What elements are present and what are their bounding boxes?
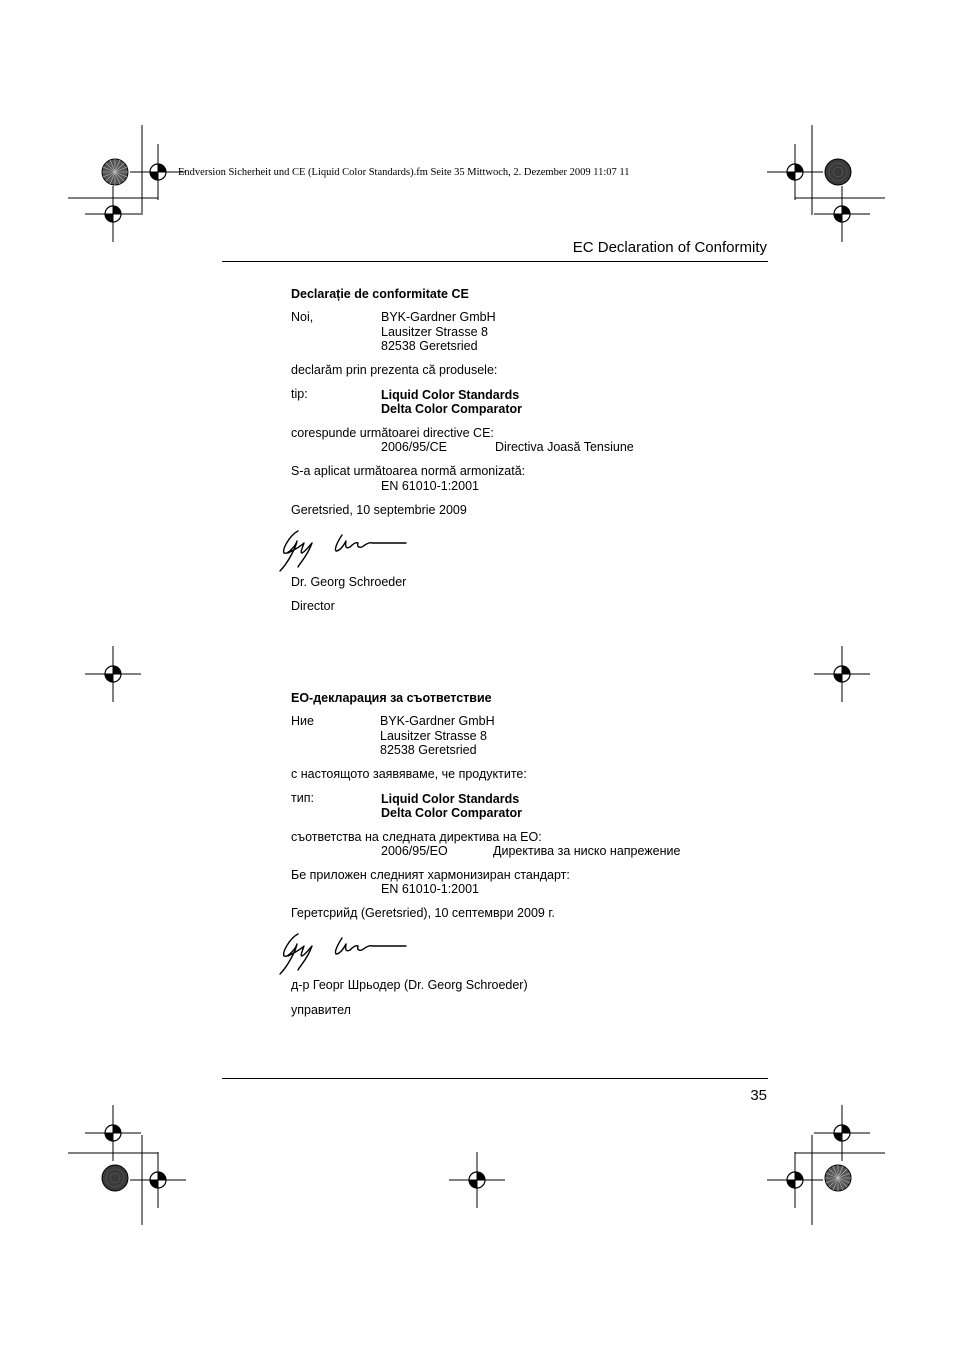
we-label: Noi, (291, 310, 314, 324)
we-label: Ние (291, 714, 314, 728)
company-name: BYK-Gardner GmbH (380, 714, 495, 728)
signer-name: Dr. Georg Schroeder (291, 575, 407, 589)
file-slug: Endversion Sicherheit und CE (Liquid Color Standards).fm Seite 35 Mittwoch, 2. Dezember 2009 11:07 11 (178, 167, 630, 178)
footer-rule (222, 1078, 768, 1079)
directive-intro: съответства на следната директива на ЕО: (291, 830, 542, 844)
company-street: Lausitzer Strasse 8 (380, 729, 487, 743)
product-1: Liquid Color Standards (381, 792, 520, 806)
header-rule (222, 261, 768, 262)
type-label: тип: (291, 791, 314, 805)
company-street: Lausitzer Strasse 8 (381, 325, 488, 339)
company-city: 82538 Geretsried (380, 743, 477, 757)
type-label: tip: (291, 387, 308, 401)
declare-text: с настоящото заявяваме, че продуктите: (291, 767, 527, 781)
product-1: Liquid Color Standards (381, 388, 520, 402)
signer-role: управител (291, 1003, 351, 1017)
standard-code: EN 61010-1:2001 (381, 882, 479, 896)
directive-name: Директива за ниско напрежение (493, 844, 681, 858)
directive-intro: corespunde următoarei directive CE: (291, 426, 494, 440)
company-name: BYK-Gardner GmbH (381, 310, 496, 324)
signer-role: Director (291, 599, 335, 613)
product-2: Delta Color Comparator (381, 806, 522, 820)
signer-name: д-р Георг Шрьодер (Dr. Georg Schroeder) (291, 978, 528, 992)
signature (274, 527, 414, 575)
place-date: Геретсрийд (Geretsried), 10 септември 2009 г. (291, 906, 555, 920)
declare-text: declarăm prin prezenta că produsele: (291, 363, 498, 377)
place-date: Geretsried, 10 septembrie 2009 (291, 503, 467, 517)
signature (274, 930, 414, 978)
product-2: Delta Color Comparator (381, 402, 522, 416)
section-heading: Declarație de conformitate CE (291, 287, 469, 301)
page-header-title: EC Declaration of Conformity (572, 239, 767, 256)
page-number: 35 (750, 1087, 767, 1104)
section-heading: ЕО-декларация за съответствие (291, 691, 492, 705)
directive-name: Directiva Joasă Tensiune (495, 440, 634, 454)
standard-intro: Бе приложен следният хармонизиран стандарт: (291, 868, 570, 882)
standard-code: EN 61010-1:2001 (381, 479, 479, 493)
company-city: 82538 Geretsried (381, 339, 478, 353)
standard-intro: S-a aplicat următoarea normă armonizată: (291, 464, 526, 478)
directive-code: 2006/95/CE (381, 440, 448, 454)
directive-code: 2006/95/EO (381, 844, 448, 858)
